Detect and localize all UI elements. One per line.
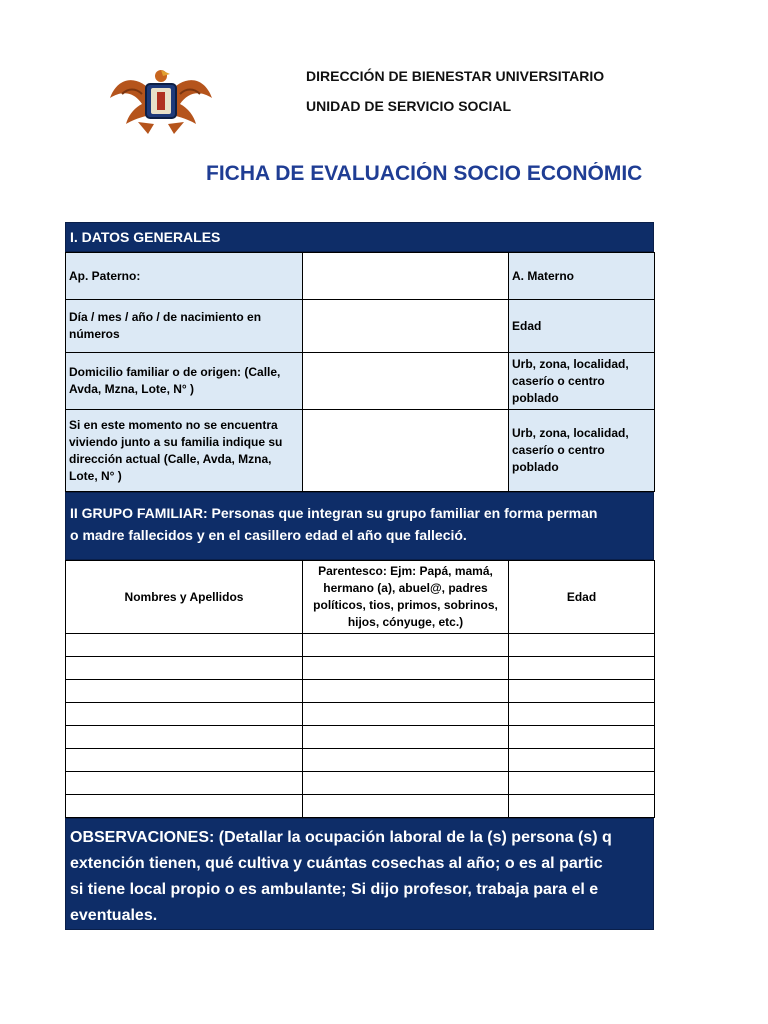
direccion-actual-field[interactable] bbox=[303, 410, 509, 492]
table-row bbox=[66, 749, 655, 772]
table-row bbox=[66, 253, 655, 300]
edad-cell[interactable] bbox=[509, 657, 655, 680]
form-sheet bbox=[65, 222, 654, 930]
observaciones-line-3: si tiene local propio o es ambulante; Si dijo profesor, trabaja para el e bbox=[70, 881, 599, 898]
nombres-cell[interactable] bbox=[66, 657, 303, 680]
edad-cell[interactable] bbox=[509, 772, 655, 795]
page-title: FICHA DE EVALUACIÓN SOCIO ECONÓMIC bbox=[206, 162, 643, 185]
nombres-cell[interactable] bbox=[66, 703, 303, 726]
nombres-cell[interactable] bbox=[66, 726, 303, 749]
table-row bbox=[66, 795, 655, 818]
nombres-cell[interactable] bbox=[66, 634, 303, 657]
grupo-familiar-heading-text: Personas que integran su grupo familiar en forma perman bbox=[207, 505, 598, 521]
field-label-urb-zona-origen: Urb, zona, localidad, caserío o centro poblado bbox=[509, 353, 655, 410]
table-row bbox=[66, 703, 655, 726]
university-logo bbox=[108, 64, 214, 136]
section-observaciones bbox=[65, 818, 654, 930]
parentesco-cell[interactable] bbox=[303, 726, 509, 749]
field-label-edad: Edad bbox=[509, 300, 655, 353]
field-label-urb-zona-actual: Urb, zona, localidad, caserío o centro poblado bbox=[509, 410, 655, 492]
institution-line-1: DIRECCIÓN DE BIENESTAR UNIVERSITARIO bbox=[306, 68, 605, 84]
grupo-familiar-heading-prefix: II GRUPO FAMILIAR: bbox=[70, 505, 208, 521]
parentesco-cell[interactable] bbox=[303, 680, 509, 703]
section-datos-generales-heading: I. DATOS GENERALES bbox=[65, 222, 654, 252]
edad-cell[interactable] bbox=[509, 634, 655, 657]
table-row bbox=[66, 726, 655, 749]
field-label-a-materno: A. Materno bbox=[509, 253, 655, 300]
observaciones-line-2: extención tienen, qué cultiva y cuántas cosechas al año; o es al partic bbox=[70, 855, 603, 872]
table-row bbox=[66, 353, 655, 410]
column-header-edad: Edad bbox=[509, 561, 655, 634]
field-label-fecha-nacimiento: Día / mes / año / de nacimiento en números bbox=[66, 300, 303, 353]
institution-line-2: UNIDAD DE SERVICIO SOCIAL bbox=[306, 98, 512, 114]
grupo-familiar-table bbox=[65, 560, 655, 818]
table-header-row bbox=[66, 561, 655, 634]
fecha-nacimiento-field[interactable] bbox=[303, 300, 509, 353]
field-label-domicilio-origen: Domicilio familiar o de origen: (Calle, Avda, Mzna, Lote, N° ) bbox=[66, 353, 303, 410]
parentesco-cell[interactable] bbox=[303, 634, 509, 657]
parentesco-cell[interactable] bbox=[303, 772, 509, 795]
field-label-direccion-actual: Si en este momento no se encuentra viviendo junto a su familia indique su dirección actual (Calle, Avda, Mzna, Lote, N° ) bbox=[66, 410, 303, 492]
nombres-cell[interactable] bbox=[66, 795, 303, 818]
parentesco-cell[interactable] bbox=[303, 749, 509, 772]
edad-cell[interactable] bbox=[509, 703, 655, 726]
eagle-crest-icon bbox=[108, 64, 214, 136]
column-header-parentesco: Parentesco: Ejm: Papá, mamá, hermano (a), abuel@, padres políticos, tios, primos, sobrinos, hijos, cónyuge, etc.) bbox=[303, 561, 509, 634]
observaciones-line-4: eventuales. bbox=[70, 907, 158, 924]
edad-cell[interactable] bbox=[509, 795, 655, 818]
grupo-familiar-heading-line2: o madre fallecidos y en el casillero edad el año que falleció. bbox=[70, 527, 467, 543]
domicilio-origen-field[interactable] bbox=[303, 353, 509, 410]
column-header-nombres: Nombres y Apellidos bbox=[66, 561, 303, 634]
parentesco-cell[interactable] bbox=[303, 703, 509, 726]
table-row bbox=[66, 300, 655, 353]
nombres-cell[interactable] bbox=[66, 680, 303, 703]
table-row bbox=[66, 634, 655, 657]
nombres-cell[interactable] bbox=[66, 749, 303, 772]
ap-paterno-field[interactable] bbox=[303, 253, 509, 300]
table-row bbox=[66, 680, 655, 703]
table-row bbox=[66, 657, 655, 680]
edad-cell[interactable] bbox=[509, 749, 655, 772]
datos-generales-table bbox=[65, 252, 655, 492]
observaciones-line-1: OBSERVACIONES: (Detallar la ocupación laboral de la (s) persona (s) q bbox=[70, 829, 612, 846]
nombres-cell[interactable] bbox=[66, 772, 303, 795]
parentesco-cell[interactable] bbox=[303, 657, 509, 680]
parentesco-cell[interactable] bbox=[303, 795, 509, 818]
table-row bbox=[66, 410, 655, 492]
edad-cell[interactable] bbox=[509, 726, 655, 749]
section-grupo-familiar-heading bbox=[65, 492, 654, 560]
edad-cell[interactable] bbox=[509, 680, 655, 703]
field-label-ap-paterno: Ap. Paterno: bbox=[66, 253, 303, 300]
table-row bbox=[66, 772, 655, 795]
